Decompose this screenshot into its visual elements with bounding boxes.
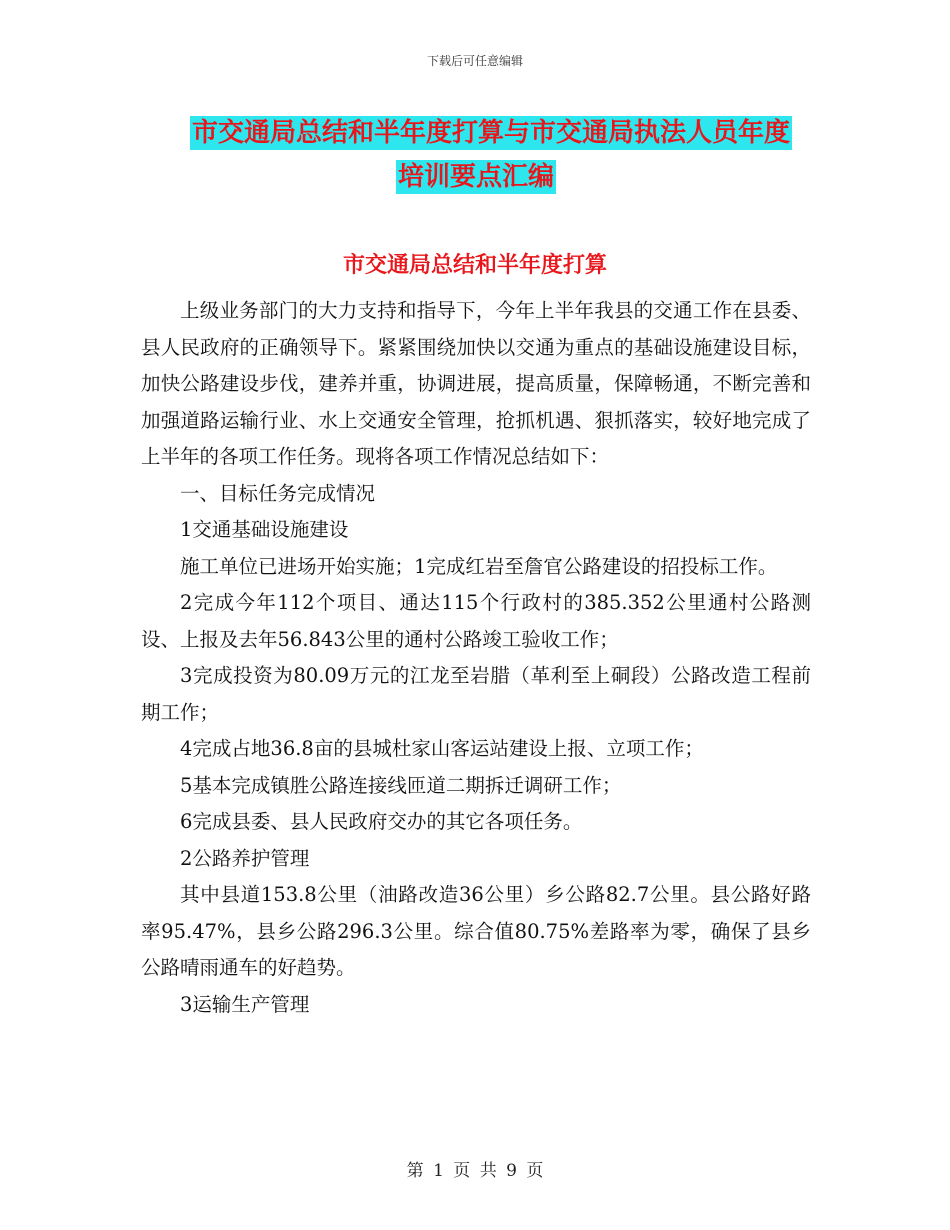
paragraph-subheading-2: 2公路养护管理 [180,846,310,870]
paragraph-intro: 上级业务部门的大力支持和指导下，今年上半年我县的交通工作在县委、县人民政府的正确领导下。紧紧围绕加快以交通为重点的基础设施建设目标，加快公路建设步伐，建养并重，协调进展，提高质量，保障畅通，不断完善和加强道路运输行业、水上交通安全管理，抢抓机遇、狠抓落实，较好地完成了上半年的各项工作任务。现将各项工作情况总结如下： [141,299,811,468]
document-title-text-2: 培训要点汇编 [398,162,555,192]
paragraph-subheading-1: 1交通基础设施建设 [180,518,349,541]
paragraph-item: 3完成投资为80.09万元的江龙至岩腊（革利至上硐段）公路改造工程前期工作； [141,664,811,724]
document-body [141,293,811,1023]
document-title-line-1 [190,112,810,149]
paragraph-item: 其中县道153.8公里（油路改造36公里）乡公路82.7公里。县公路好路率95.47%，县乡公路296.3公里。综合值80.75%差路率为零，确保了县乡公路晴雨通车的好趋势。 [141,883,811,979]
paragraph-heading-1: 一、目标任务完成情况 [180,481,376,505]
section-heading: 市交通局总结和半年度打算 [342,252,607,278]
page-header-note: 下载后可任意编辑 [426,54,523,68]
page-number-footer: 第 1 页 共 9 页 [406,1161,544,1181]
document-title-text-1: 市交通局总结和半年度打算与市交通局执法人员年度 [192,118,791,148]
paragraph-item: 施工单位已进场开始实施；1完成红岩至詹官公路建设的招投标工作。 [180,554,778,578]
paragraph-item: 5基本完成镇胜公路连接线匝道二期拆迁调研工作； [180,773,622,797]
paragraph-subheading-3: 3运输生产管理 [180,992,310,1016]
document-title-line-2 [396,156,596,193]
paragraph-item: 4完成占地36.8亩的县城杜家山客运站建设上报、立项工作； [180,737,704,760]
paragraph-item: 6完成县委、县人民政府交办的其它各项任务。 [180,810,583,833]
paragraph-item: 2完成今年112个项目、通达115个行政村的385.352公里通村公路测设、上报及去年56.843公里的通村公路竣工验收工作； [141,591,811,651]
